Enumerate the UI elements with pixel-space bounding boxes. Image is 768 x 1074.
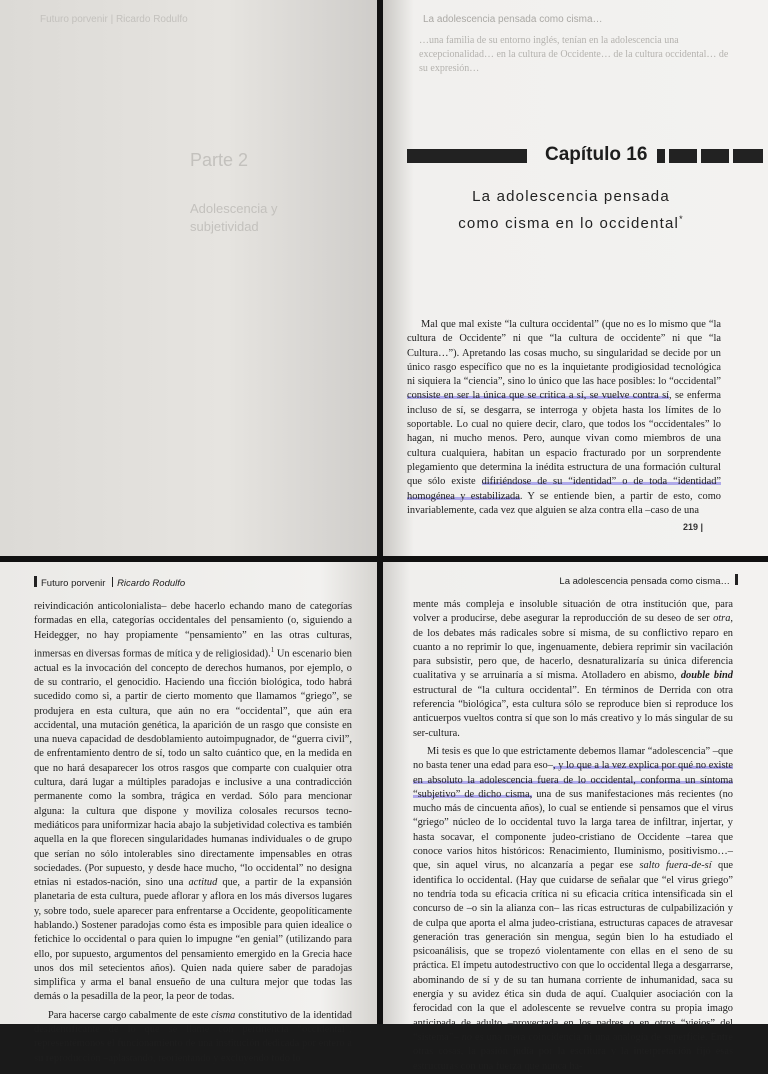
chapter-opening-page [383, 0, 768, 556]
body-text [34, 600, 352, 1066]
highlighted-text: difiriéndose de su “identidad” o de toda “identidad” homogénea y estabilizada [407, 476, 721, 502]
paragraph [413, 745, 733, 1074]
italic-text: no [461, 1031, 472, 1043]
footnote-ref: 1 [270, 645, 275, 654]
ghost-running-head: Futuro porvenir | Ricardo Rodulfo [40, 14, 188, 25]
text-run: , se enferma incluso de sí, se desgarra, se interroga y objeta hasta los límites de lo soportable. Lo cual no quiere decir, claro, que todos los “occidentales” lo hagan, ni mucho menos. Pero, aunque vivan como miembros de una cultura cualquiera, habitan un espacio fracturado por un sorprendente plegamiento que determina la inédita estructura de una formación cultural que sólo existe [407, 390, 721, 488]
text-run: mente más compleja e insoluble situación de otra institución que, para volver a producirse, debe asegurar la reproducción de su deseo de ser [413, 599, 733, 625]
text-run: Para hacerse cargo cabalmente de este [48, 1009, 212, 1021]
show-through-text: …una familia de su entorno inglés, tenían en la adolescencia una excepcionalidad… en la cultura de Occidente… de la cultura occidental… de su expresión… [419, 35, 729, 74]
italic-text: salto fuera-de-sí [639, 860, 712, 872]
chapter-rule-left [407, 149, 527, 163]
chapter-block [733, 149, 763, 163]
text-run: Mal que mal existe “la cultura occidental” (que no es lo mismo que “la cultura de Occidente” ni que “la cultura de occidente” ni que “la Cultura…”). Apretando las cosas mucho, su singularidad se decide por un único rasgo específico que no es la inquietante prodigiosidad tecnológica ni siquiera la “ciencia”, sino lo único que las hace posibles: lo “occidental” [407, 319, 721, 388]
text-run: una de sus manifestaciones más recientes (no mucho más de cincuenta años), lo cual se entiende si pensamos que el virus “griego” núcleo de lo occidental tuvo la larga tarea de infiltrar, injertar, y hasta socavar, el componente judeo-cristiano de Occidente –tarea que conoce varios hitos históricos: Renacimiento, Iluminismo, positivismo…– que, sin aquel virus, no alcanzaría a pegar ese [413, 788, 733, 872]
highlighted-text: consiste en ser la única que se critica a sí, se vuelve contra sí [407, 390, 669, 402]
chapter-block [701, 149, 729, 163]
running-head [559, 574, 738, 587]
paragraph [34, 1009, 352, 1066]
text-run: constitutivo de la identidad desidentificante de lo que se llame con pertinencia “occidental”, representémonos el funcionamiento de una institución dedicada por entero a su reproducción –aplastando, reorientando y excluyendo todo lo [34, 1009, 352, 1064]
chapter-body-text [407, 318, 721, 518]
text-run: . Y se entiende bien, a partir de esto, como invariablemente, cada vez que alguien se alza contra ella –caso de una [407, 490, 722, 516]
faded-left-page-top [0, 0, 377, 556]
runhead-divider [112, 577, 113, 587]
chapter-block-small [657, 149, 665, 163]
ghost-part-title: Adolescencia y subjetividad [190, 201, 278, 234]
text-run: es una mera coincidencia ni una analogía de superficie. Entre otras cosas, la pasión judía por la escritura y la interpretación fijó esas estructuras con una fuerza que nunca ha- [413, 1031, 733, 1072]
running-head [34, 576, 185, 589]
paragraph [413, 598, 733, 741]
runhead-author: Ricardo Rodulfo [117, 578, 186, 589]
text-run: estructural de “la cultura occidental”. En términos de Derrida con otra referencia “biológica”, esta cultura sólo se reproduce bien si reproduce los anticuerpos vueltos contra sí que son lo más creativo y lo más singular de su ser-cultura. [413, 684, 733, 739]
title-footnote-mark: * [679, 214, 684, 224]
chapter-title-line: como cisma en lo occidental [458, 215, 680, 232]
left-page-bottom [0, 562, 377, 1064]
text-run: Mi tesis es que lo que estrictamente debemos llamar “adolescencia” –que no basta tener una edad para eso– [413, 745, 733, 772]
highlighted-text: , y lo que a la vez explica por qué no existe en absoluto la adolescencia fuera de lo occidental, conforma un síntoma “subjetivo” de dicho cisma, [413, 760, 733, 800]
paragraph [34, 600, 352, 1005]
text-run: reivindicación anticolonialista– debe hacerlo echando mano de categorías formadas en ella, categorías occidentales del pensamiento (o, siguiendo a Heidegger, no hay propiamente “pensamiento” en las otras culturas, inmersas en diversas formas de mítica y de religiosidad). [34, 601, 352, 660]
runhead-bar [34, 576, 37, 587]
italic-text: cisma [211, 1009, 236, 1021]
chapter-title-line: La adolescencia pensada [472, 188, 670, 205]
chapter-block [669, 149, 697, 163]
center-gutter [377, 0, 383, 1024]
text-run: Un escenario bien actual es la invocación del concepto de derechos humanos, por ejemplo, o de su contrario, el genocidio. Haciendo una ficción biológica, todo habrá sucedido como si, a partir de cierto momento que llamamos “griego”, se produjera en esta cultura, que aún no era “occidental”, que aún era accidental, una mutación genética, la aparición de un rasgo que consiste en una nueva capacidad de desdoblamiento autoimpugnador, de “guerra civil”, de enfrentamiento dentro de sí, todo un salto cuántico que, en la medida en que no hará desaparecer los otros rasgos que comparte con cualquier otra cultura, dará lugar a múltiples paradojas e inclusive a una contradicción permanente como la sombra, trágica en verdad. Sólo para mencionar alguna: la cultura que dispone y moviliza colosales recursos tecno-mediáticos para uniformizar hacia abajo la subjetividad colectiva es también aquella en la que florecen singularidades humanas individuales o de grupo que serían no sólo intolerables sino directamente impensables en otras sociedades. (Por supuesto, y desde hace mucho, “lo occidental” no designa etnias ni estados-nación, sino una [34, 648, 352, 889]
scan-seam [0, 556, 768, 562]
chapter-number: Capítulo 16 [539, 144, 653, 166]
chapter-title [411, 186, 731, 235]
chapter-heading-bar [407, 144, 747, 165]
body-text [413, 598, 733, 1074]
text-run: que identifica lo occidental. (Hay que cuidarse de señalar que “el virus griego” no tendría toda su eficacia crítica ni su eficacia crítica intensificada sin el concurso de –o sin la alianza con– las ricas estructuras de culpabilización y de culpa que aporta el alma judeo-cristiana, estructuras capaces de atravesar generación tras generación sin mengua, según bien lo ha estudiado el psicoanálisis, que se tropezó violentamente con ellas en el seno de su práctica. El ímpetu autodestructivo con que lo occidental llega a desgarrarse, abominando de sí y de su tan humana corriente de inhumanidad, saca su energía y su avidez ética sin duda de aquí. Cualquier asociación con la ferocidad con la que el adolescente se revuelve contra su propia imago anticipada de adulto –proyectada en los padres o en otros “viejos” del “sistema”– [413, 860, 734, 1043]
italic-text: actitud [188, 877, 218, 889]
runhead-bar [735, 574, 738, 585]
italic-text: double bind [680, 670, 733, 682]
ghost-part-label: Parte 2 [190, 150, 249, 170]
text-run: , de los debates más radicales sobre sí misma, de su conflictivo reparo en cuanto a no reprimir lo que, ingenuamente, debiera reprimir sin vacilación para subsistir, pero que, de hacerlo, desnaturalizaría su única diferencia cualitativa y se arruinaría a sí misma. Atolladero en abismo, [413, 613, 733, 682]
runhead-book-title: Futuro porvenir [41, 578, 106, 589]
running-head: La adolescencia pensada como cisma… [423, 14, 603, 25]
runhead-title: La adolescencia pensada como cisma… [559, 576, 730, 587]
paragraph [407, 318, 721, 518]
italic-text: otra [713, 613, 731, 625]
right-page-bottom [383, 562, 768, 1072]
page-number: 219 | [683, 522, 704, 532]
text-run: que, a partir de la expansión planetaria de esta cultura, puede aflorar y aflora en los más diversos lugares y, sobre todo, suele aparecer para enfrentarse a Occidente, geopolíticamente hablando.) Sostener paradojas como ésta es imposible para quien idealice o fetichice lo occidental o para quien lo impugne “en genial” (utilizando para ello, por supuesto, argumentos del pensamiento emergido en la Grecia hace unos dos mil setecientos años). Quien nada quiere saber de paradojas simplifica y arma el banal ensueño de una cultura mejor que todas las demás o la pesadilla de la peor, la peor de todas. [34, 877, 352, 1003]
